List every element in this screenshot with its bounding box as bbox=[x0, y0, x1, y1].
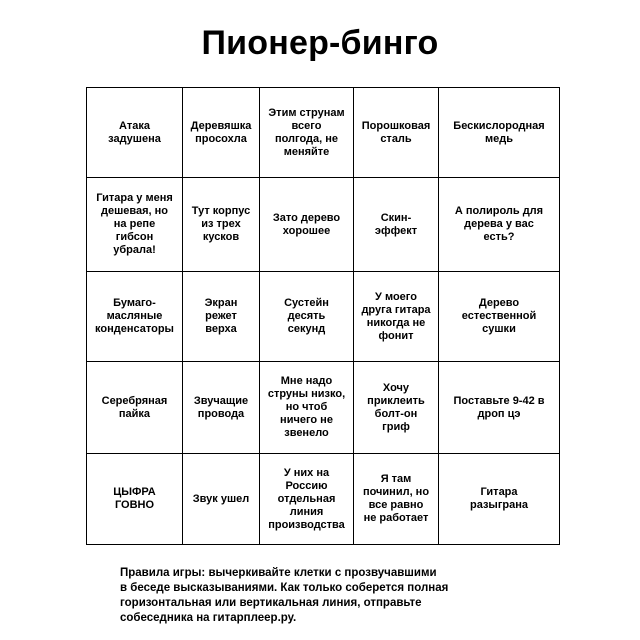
game-rules: Правила игры: вычеркивайте клетки с прозвучавшими в беседе высказываниями. Как только соберется полная горизонтальная или вертикальная линия, отправьте собеседника на гитарплеер.ру. bbox=[120, 567, 449, 624]
bingo-cell: Деревяшка просохла bbox=[183, 88, 260, 178]
bingo-grid bbox=[86, 87, 560, 545]
bingo-cell: Сустейн десять секунд bbox=[260, 272, 354, 362]
bingo-cell: Гитара у меня дешевая, но на репе гибсон убрала! bbox=[87, 178, 183, 272]
bingo-cell: Мне надо струны низко, но чтоб ничего не звенело bbox=[260, 362, 354, 454]
bingo-cell: А полироль для дерева у вас есть? bbox=[439, 178, 560, 272]
bingo-row bbox=[87, 178, 560, 272]
bingo-cell: Дерево естественной сушки bbox=[439, 272, 560, 362]
bingo-cell: Атака задушена bbox=[87, 88, 183, 178]
bingo-cell: Хочу приклеить болт-он гриф bbox=[354, 362, 439, 454]
bingo-cell: Бескислородная медь bbox=[439, 88, 560, 178]
page-title: Пионер-бинго bbox=[201, 24, 439, 62]
bingo-cell: У моего друга гитара никогда не фонит bbox=[354, 272, 439, 362]
bingo-cell: Бумаго- масляные конденсаторы bbox=[87, 272, 183, 362]
bingo-row bbox=[87, 362, 560, 454]
bingo-cell: Серебряная пайка bbox=[87, 362, 183, 454]
bingo-cell: Звучащие провода bbox=[183, 362, 260, 454]
bingo-cell: Тут корпус из трех кусков bbox=[183, 178, 260, 272]
bingo-cell: Звук ушел bbox=[183, 454, 260, 545]
bingo-cell: У них на Россию отдельная линия производства bbox=[260, 454, 354, 545]
bingo-cell: Поставьте 9-42 в дроп цэ bbox=[439, 362, 560, 454]
bingo-cell: Этим струнам всего полгода, не меняйте bbox=[260, 88, 354, 178]
bingo-cell: ЦЫФРА ГОВНО bbox=[87, 454, 183, 545]
bingo-cell: Скин- эффект bbox=[354, 178, 439, 272]
bingo-cell: Я там починил, но все равно не работает bbox=[354, 454, 439, 545]
bingo-cell: Гитара разыграна bbox=[439, 454, 560, 545]
bingo-row bbox=[87, 272, 560, 362]
bingo-row bbox=[87, 454, 560, 545]
bingo-cell: Порошковая сталь bbox=[354, 88, 439, 178]
bingo-cell: Экран режет верха bbox=[183, 272, 260, 362]
bingo-row bbox=[87, 88, 560, 178]
bingo-cell: Зато дерево хорошее bbox=[260, 178, 354, 272]
